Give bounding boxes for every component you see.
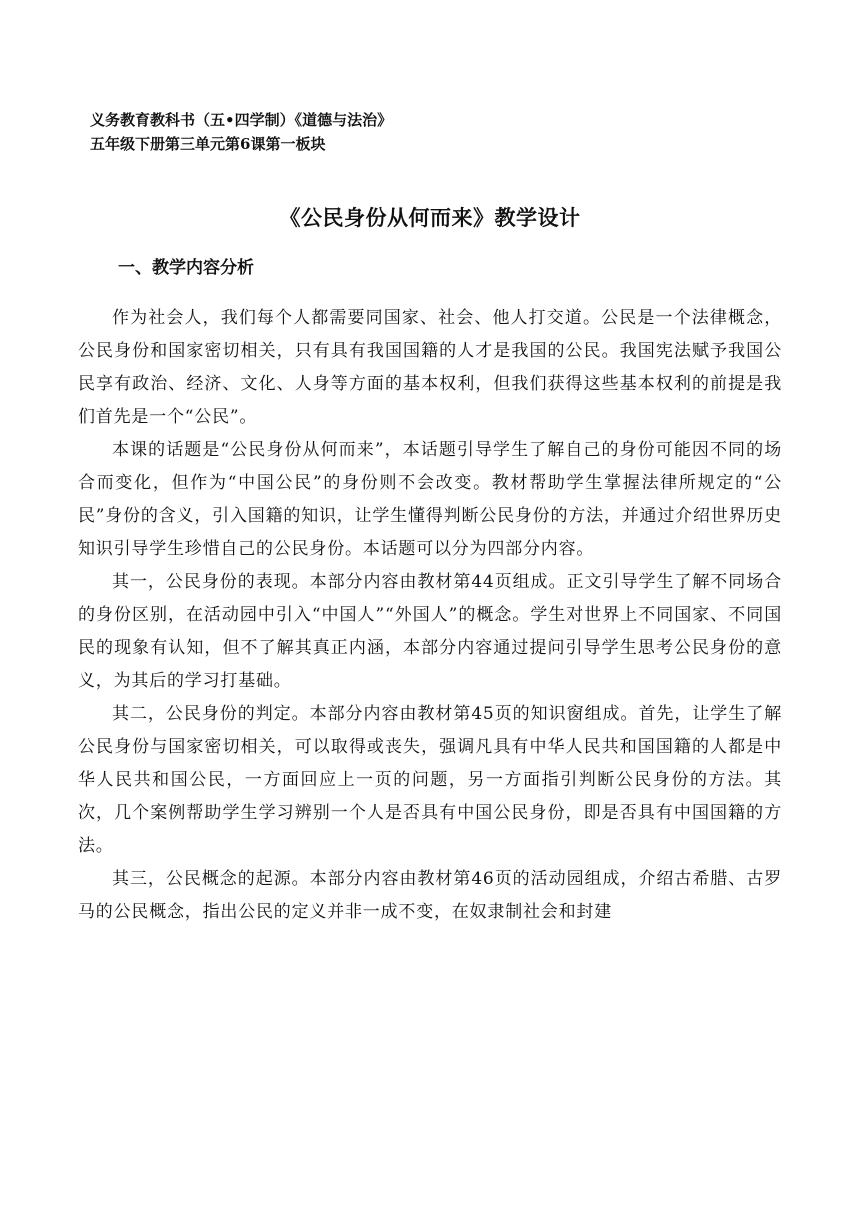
paragraph-part-three: 其三，公民概念的起源。本部分内容由教材第46页的活动园组成，介绍古希腊、古罗马的公民概念，指出公民的定义并非一成不变，在奴隶制社会和封建 (78, 869, 782, 922)
grade-unit-line: 五年级下册第三单元第6课第一板块 (90, 135, 326, 153)
paragraph-topic: 本课的话题是“公民身份从何而来”，本话题引导学生了解自己的身份可能因不同的场合而变化，但作为“中国公民”的身份则不会改变。教材帮助学生掌握法律所规定的“公民”身份的含义，引入国籍的知识，让学生懂得判断公民身份的方法，并通过介绍世界历史知识引导学生珍惜自己的公民身份。本话题可以分为四部分内容。 (78, 440, 782, 559)
paragraph-part-one: 其一，公民身份的表现。本部分内容由教材第44页组成。正文引导学生了解不同场合的身份区别，在活动园中引入“中国人”“外国人”的概念。学生对世界上不同国家、不同国民的现象有认知，但不了解其真正内涵，本部分内容通过提问引导学生思考公民身份的意义，为其后的学习打基础。 (78, 572, 782, 691)
paragraph-intro: 作为社会人，我们每个人都需要同国家、社会、他人打交道。公民是一个法律概念，公民身份和国家密切相关，只有具有我国国籍的人才是我国的公民。我国宪法赋予我国公民享有政治、经济、文化、人身等方面的基本权利，但我们获得这些基本权利的前提是我们首先是一个“公民”。 (78, 308, 782, 427)
section-heading-content-analysis: 一、教学内容分析 (118, 258, 254, 278)
section-body (78, 302, 782, 929)
paragraph-part-two: 其二，公民身份的判定。本部分内容由教材第45页的知识窗组成。首先，让学生了解公民身份与国家密切相关，可以取得或丧失，强调凡具有中华人民共和国国籍的人都是中华人民共和国公民，一方面回应上一页的问题，另一方面指引判断公民身份的方法。其次，几个案例帮助学生学习辨别一个人是否具有中国公民身份，即是否具有中国国籍的方法。 (78, 704, 782, 856)
textbook-series-line: 义务教育教科书（五•四学制）《道德与法治》 (90, 111, 393, 129)
course-header (90, 108, 790, 156)
document-title: 《公民身份从何而来》教学设计 (279, 205, 581, 230)
